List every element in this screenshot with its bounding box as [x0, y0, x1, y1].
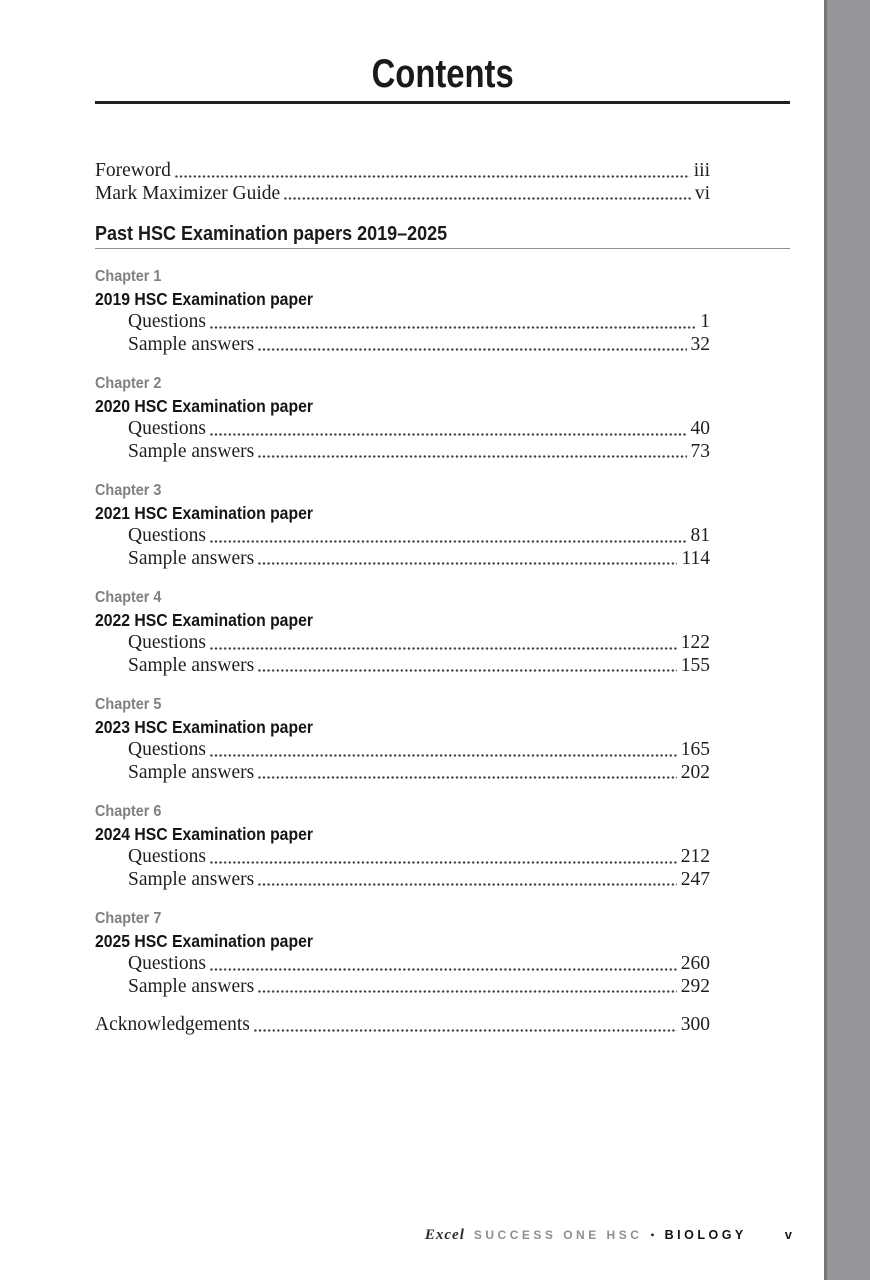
chapter-title: 2023 HSC Examination paper [95, 717, 313, 737]
chapter-block-6 [95, 802, 790, 891]
entry-page-number: 32 [690, 333, 710, 355]
toc-entry-questions [95, 846, 710, 869]
entry-page-number: 260 [680, 953, 710, 974]
dot-leader [258, 454, 686, 459]
entry-page-number: 292 [680, 975, 710, 997]
toc-entry-questions [95, 632, 710, 655]
entry-label: Questions [128, 632, 206, 653]
chapter-title: 2025 HSC Examination paper [95, 931, 313, 951]
dot-leader [210, 646, 677, 651]
chapter-block-3 [95, 481, 790, 570]
series-title: SUCCESS ONE HSC [473, 1228, 643, 1242]
toc-entry-sample-answers [95, 655, 710, 678]
entry-label: Questions [128, 418, 206, 439]
entry-page-number: 212 [680, 846, 710, 867]
toc-entry-sample-answers [95, 869, 710, 892]
entry-page-number: 73 [690, 440, 710, 462]
dot-leader [258, 561, 677, 566]
dot-leader [284, 196, 691, 201]
section-heading: Past HSC Examination papers 2019–2025 [95, 223, 448, 245]
dot-leader [258, 882, 677, 887]
chapter-label: Chapter 5 [95, 696, 162, 713]
chapter-title: 2024 HSC Examination paper [95, 824, 313, 844]
toc-entry-sample-answers [95, 548, 710, 571]
chapter-label: Chapter 4 [95, 589, 162, 606]
toc-entry-mark-maximizer-guide [95, 183, 710, 206]
back-matter-section [95, 1014, 790, 1037]
chapter-label: Chapter 6 [95, 803, 162, 820]
entry-label: Questions [128, 846, 206, 867]
entry-page-number: vi [694, 182, 710, 204]
entry-label: Sample answers [128, 440, 255, 462]
folio-page-number: v [784, 1227, 792, 1242]
entry-page-number: iii [693, 160, 710, 181]
entry-label: Questions [128, 953, 206, 974]
entry-label: Foreword [95, 160, 171, 181]
section-heading-block [95, 223, 790, 249]
chapter-block-4 [95, 588, 790, 677]
chapter-block-7 [95, 909, 790, 998]
chapter-block-1 [95, 267, 790, 356]
toc-entry-sample-answers [95, 762, 710, 785]
toc-entry-questions [95, 311, 710, 334]
toc-entry-acknowledgements [95, 1014, 710, 1037]
entry-page-number: 165 [680, 739, 710, 760]
entry-label: Mark Maximizer Guide [95, 182, 281, 204]
entry-page-number: 300 [680, 1014, 710, 1035]
chapter-label: Chapter 7 [95, 910, 162, 927]
chapter-label: Chapter 3 [95, 482, 162, 499]
entry-label: Questions [128, 739, 206, 760]
chapter-label: Chapter 1 [95, 268, 162, 285]
entry-label: Sample answers [128, 975, 255, 997]
toc-entry-questions [95, 418, 710, 441]
dot-leader [210, 539, 687, 544]
entry-label: Sample answers [128, 868, 255, 890]
dot-leader [210, 325, 696, 330]
chapter-label: Chapter 2 [95, 375, 162, 392]
toc-entry-foreword [95, 160, 710, 183]
front-matter-section [95, 160, 790, 205]
toc-entry-questions [95, 739, 710, 762]
page-title: Contents [371, 52, 514, 96]
chapter-title: 2020 HSC Examination paper [95, 396, 313, 416]
entry-label: Acknowledgements [95, 1014, 250, 1035]
entry-label: Questions [128, 525, 206, 546]
chapter-title: 2022 HSC Examination paper [95, 610, 313, 630]
entry-label: Sample answers [128, 654, 255, 676]
brand-logo-excel: Excel [424, 1227, 465, 1243]
entry-page-number: 202 [680, 761, 710, 783]
entry-label: Sample answers [128, 333, 255, 355]
subject-title: BIOLOGY [664, 1228, 747, 1242]
entry-page-number: 122 [680, 632, 710, 653]
dot-leader [258, 989, 677, 994]
dot-leader [210, 432, 687, 437]
dot-leader [258, 668, 677, 673]
chapter-block-2 [95, 374, 790, 463]
entry-page-number: 114 [681, 547, 710, 569]
toc-entry-sample-answers [95, 976, 710, 999]
dot-leader [254, 1028, 677, 1033]
entry-page-number: 81 [690, 525, 710, 546]
entry-label: Sample answers [128, 761, 255, 783]
entry-page-number: 40 [690, 418, 710, 439]
dot-leader [175, 174, 690, 179]
page-footer [425, 1227, 792, 1244]
bullet-separator: • [650, 1228, 655, 1242]
entry-label: Sample answers [128, 547, 255, 569]
toc-page [95, 0, 790, 1037]
toc-entry-sample-answers [95, 334, 710, 357]
page-edge-bar [824, 0, 870, 1280]
dot-leader [258, 347, 686, 352]
toc-entry-questions [95, 525, 710, 548]
chapter-title: 2021 HSC Examination paper [95, 503, 313, 523]
chapter-title: 2019 HSC Examination paper [95, 289, 313, 309]
entry-page-number: 1 [700, 311, 710, 332]
entry-label: Questions [128, 311, 206, 332]
dot-leader [210, 967, 677, 972]
toc-entry-questions [95, 953, 710, 976]
chapter-block-5 [95, 695, 790, 784]
entry-page-number: 155 [680, 654, 710, 676]
toc-entry-sample-answers [95, 441, 710, 464]
entry-page-number: 247 [680, 868, 710, 890]
page-title-block [95, 0, 790, 104]
dot-leader [210, 753, 677, 758]
dot-leader [210, 860, 677, 865]
dot-leader [258, 775, 677, 780]
